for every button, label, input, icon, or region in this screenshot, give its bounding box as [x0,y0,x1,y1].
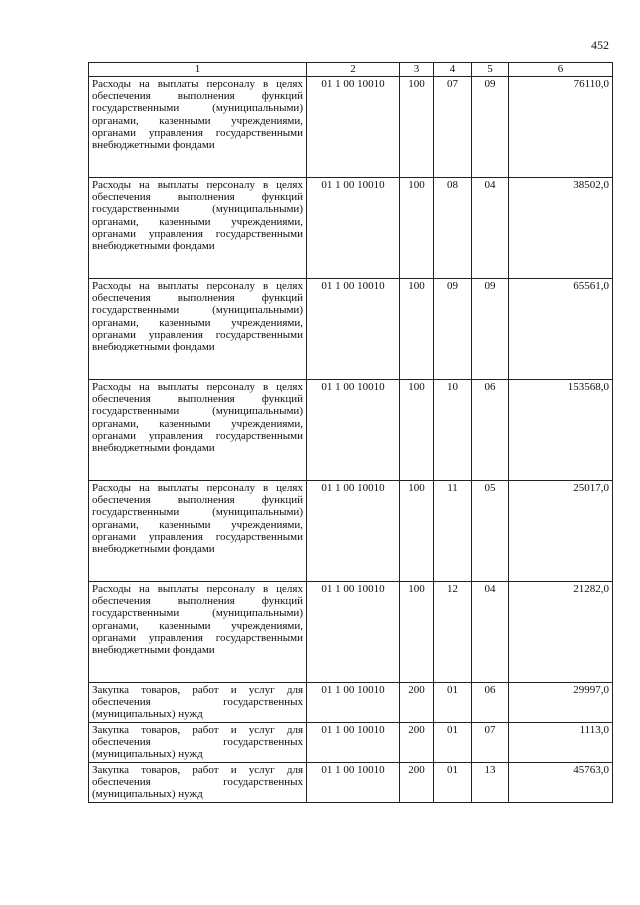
row-description: Закупка товаров, работ и услуг для обеспечения государственных (муниципальных) нужд [89,683,307,723]
row-target-code: 01 1 00 10010 [307,178,400,279]
table-row [89,683,613,723]
row-amount: 29997,0 [509,683,613,723]
row-subsection: 07 [472,723,509,763]
row-description: Закупка товаров, работ и услуг для обеспечения государственных (муниципальных) нужд [89,763,307,803]
budget-table [88,62,613,803]
row-expense-type: 200 [400,763,434,803]
table-row [89,481,613,582]
row-target-code: 01 1 00 10010 [307,77,400,178]
table-row [89,763,613,803]
row-description: Расходы на выплаты персоналу в целях обеспечения выполнения функций государственными (муниципальными) органами, казенными учреждениями, органами управления государственными внебюджетными фондами [89,380,307,481]
row-expense-type: 200 [400,683,434,723]
row-amount: 25017,0 [509,481,613,582]
row-amount: 153568,0 [509,380,613,481]
page-number: 452 [591,38,609,52]
row-subsection: 05 [472,481,509,582]
row-section: 01 [434,683,472,723]
row-amount: 76110,0 [509,77,613,178]
column-header: 5 [472,63,509,77]
row-subsection: 06 [472,683,509,723]
row-expense-type: 100 [400,178,434,279]
row-subsection: 04 [472,178,509,279]
row-section: 01 [434,763,472,803]
row-target-code: 01 1 00 10010 [307,380,400,481]
row-expense-type: 200 [400,723,434,763]
row-amount: 21282,0 [509,582,613,683]
table-row [89,723,613,763]
row-subsection: 13 [472,763,509,803]
column-header: 3 [400,63,434,77]
row-expense-type: 100 [400,77,434,178]
row-section: 12 [434,582,472,683]
table-row [89,279,613,380]
row-description: Расходы на выплаты персоналу в целях обеспечения выполнения функций государственными (муниципальными) органами, казенными учреждениями, органами управления государственными внебюджетными фондами [89,279,307,380]
row-section: 08 [434,178,472,279]
row-expense-type: 100 [400,481,434,582]
table-row [89,380,613,481]
table-row [89,582,613,683]
row-target-code: 01 1 00 10010 [307,582,400,683]
row-amount: 1113,0 [509,723,613,763]
row-expense-type: 100 [400,279,434,380]
row-amount: 38502,0 [509,178,613,279]
column-header: 1 [89,63,307,77]
row-description: Расходы на выплаты персоналу в целях обеспечения выполнения функций государственными (муниципальными) органами, казенными учреждениями, органами управления государственными внебюджетными фондами [89,481,307,582]
row-section: 11 [434,481,472,582]
row-description: Расходы на выплаты персоналу в целях обеспечения выполнения функций государственными (муниципальными) органами, казенными учреждениями, органами управления государственными внебюджетными фондами [89,77,307,178]
row-section: 10 [434,380,472,481]
row-target-code: 01 1 00 10010 [307,481,400,582]
table-row [89,178,613,279]
row-description: Расходы на выплаты персоналу в целях обеспечения выполнения функций государственными (муниципальными) органами, казенными учреждениями, органами управления государственными внебюджетными фондами [89,582,307,683]
row-target-code: 01 1 00 10010 [307,279,400,380]
row-subsection: 09 [472,77,509,178]
row-section: 01 [434,723,472,763]
row-description: Расходы на выплаты персоналу в целях обеспечения выполнения функций государственными (муниципальными) органами, казенными учреждениями, органами управления государственными внебюджетными фондами [89,178,307,279]
row-subsection: 09 [472,279,509,380]
row-expense-type: 100 [400,380,434,481]
table-header-row [89,63,613,77]
row-subsection: 06 [472,380,509,481]
row-section: 07 [434,77,472,178]
column-header: 6 [509,63,613,77]
row-target-code: 01 1 00 10010 [307,683,400,723]
row-subsection: 04 [472,582,509,683]
row-amount: 45763,0 [509,763,613,803]
row-description: Закупка товаров, работ и услуг для обеспечения государственных (муниципальных) нужд [89,723,307,763]
column-header: 2 [307,63,400,77]
row-target-code: 01 1 00 10010 [307,763,400,803]
row-section: 09 [434,279,472,380]
row-expense-type: 100 [400,582,434,683]
table-row [89,77,613,178]
column-header: 4 [434,63,472,77]
row-amount: 65561,0 [509,279,613,380]
row-target-code: 01 1 00 10010 [307,723,400,763]
